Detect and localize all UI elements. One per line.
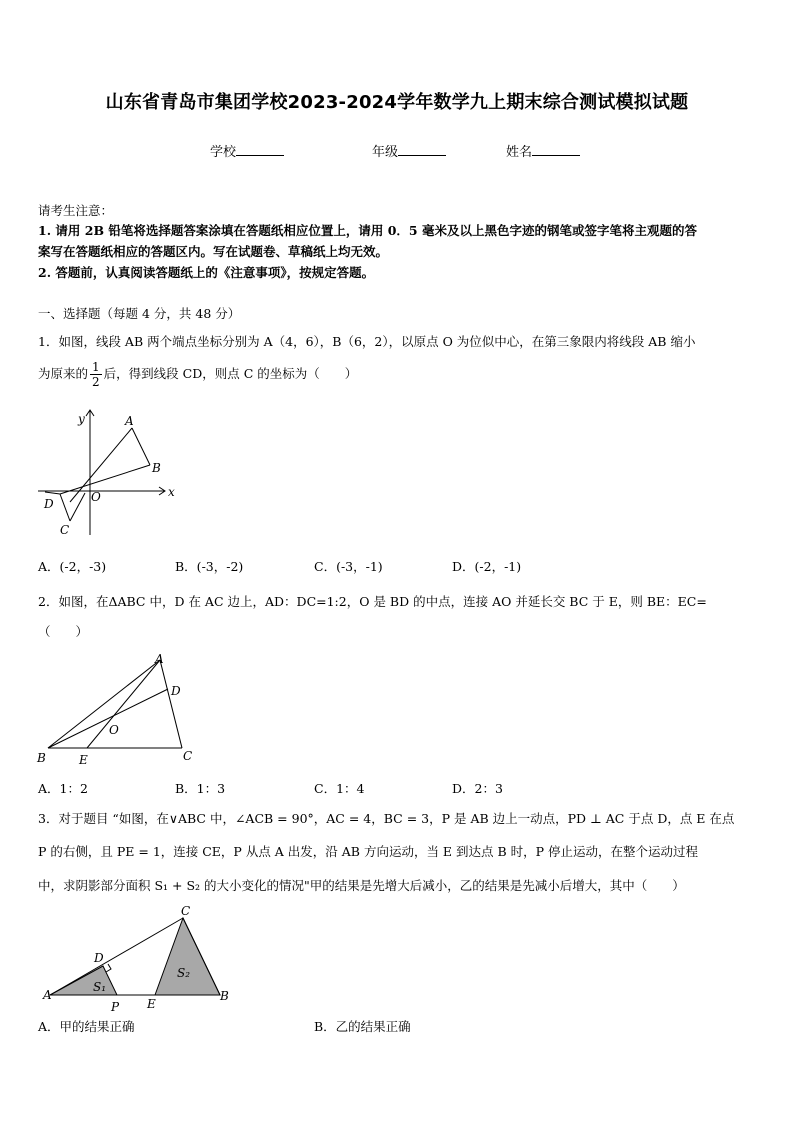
- notice-item1-line1: 1. 请用 2B 铅笔将选择题答案涂填在答题纸相应位置上，请用 0．5 毫米及以上黑色字迹的钢笔或签字笔将主观题的答: [38, 223, 697, 238]
- q2-label-B: B: [37, 751, 46, 765]
- q2-label-O: O: [109, 723, 119, 737]
- q1-option-b[interactable]: B．(-3，-2): [175, 559, 244, 574]
- q1-label-B: B: [152, 461, 161, 475]
- q3-label-D: D: [94, 951, 104, 965]
- q2-option-d[interactable]: D．2：3: [452, 781, 503, 796]
- q1-label-x: x: [168, 485, 175, 499]
- q1-option-a[interactable]: A．(-2，-3): [38, 559, 107, 574]
- q1-frac-den: 2: [92, 375, 100, 389]
- school-blank: [236, 143, 284, 156]
- q1-line2-post: 后，得到线段 CD，则点 C 的坐标为（ ）: [103, 366, 358, 381]
- q1-label-O: O: [91, 490, 101, 504]
- q3-region-S2: [155, 918, 220, 995]
- q3-region-S1: [50, 966, 117, 995]
- q3-line1: 3．对于题目 “如图，在∨ABC 中，∠ACB = 90°，AC = 4，BC = 3，P 是 AB 边上一动点，PD ⊥ AC 于点 D，点 E 在点: [38, 811, 735, 826]
- q1-segment-C-up: [70, 493, 85, 521]
- q1-line1: 1．如图，线段 AB 两个端点坐标分别为 A（4，6），B（6，2），以原点 O 为位似中心，在第三象限内将线段 AB 缩小: [38, 334, 696, 349]
- q2-segment-AE: [87, 660, 160, 748]
- school-field: [210, 141, 284, 160]
- q3-label-C: C: [181, 904, 191, 918]
- page-title: 山东省青岛市集团学校2023-2024学年数学九上期末综合测试模拟试题: [105, 92, 689, 113]
- q2-label-E: E: [79, 753, 88, 767]
- q2-option-c[interactable]: C．1：4: [314, 781, 365, 796]
- q1-line2: [38, 360, 357, 389]
- q2-side-AC: [160, 660, 182, 748]
- q3-option-b[interactable]: B．乙的结果正确: [314, 1019, 411, 1034]
- section1-heading: 一、选择题（每题 4 分，共 48 分）: [38, 306, 241, 321]
- name-field: [506, 141, 580, 160]
- q3-label-S2: S₂: [177, 966, 191, 980]
- q1-segment-AB: [132, 428, 150, 465]
- q3-right-angle-mark: [106, 964, 111, 972]
- q3-label-P: P: [111, 1000, 120, 1014]
- q2-segment-BD: [48, 689, 168, 748]
- q1-option-c[interactable]: C．(-3，-1): [314, 559, 383, 574]
- q1-label-A: A: [125, 414, 134, 428]
- q2-option-b[interactable]: B．1：3: [175, 781, 226, 796]
- grade-field: [372, 141, 446, 160]
- q1-fraction: [90, 360, 102, 389]
- q3-line3: 中，求阴影部分面积 S₁ + S₂ 的大小变化的情况"甲的结果是先增大后减小，乙的结果是先减小后增大，其中（ ）: [38, 878, 685, 893]
- q2-label-C: C: [183, 749, 193, 763]
- q2-side-AB: [48, 660, 160, 748]
- grade-label: 年级: [372, 145, 399, 160]
- notice-item2: 2. 答题前，认真阅读答题纸上的《注意事项》，按规定答题。: [38, 265, 375, 280]
- q1-segment-D-left: [45, 492, 60, 494]
- q2-label-D: D: [171, 684, 181, 698]
- name-blank: [532, 143, 580, 156]
- q1-segment-DC: [60, 494, 70, 521]
- q2-label-A: A: [155, 652, 164, 666]
- q1-option-d[interactable]: D．(-2，-1): [452, 559, 522, 574]
- q3-line2: P 的右侧，且 PE = 1，连接 CE，P 从点 A 出发，沿 AB 方向运动，当 E 到达点 B 时，P 停止运动，在整个运动过程: [38, 844, 699, 859]
- q3-figure: [30, 900, 245, 1018]
- q2-line2: （ ）: [38, 624, 89, 639]
- q3-label-S1: S₁: [93, 980, 107, 994]
- grade-blank: [398, 143, 446, 156]
- notice-heading: 请考生注意：: [38, 203, 114, 218]
- q3-label-E: E: [147, 997, 156, 1011]
- q1-label-D: D: [44, 497, 54, 511]
- q2-line1: 2．如图，在ΔABC 中，D 在 AC 边上，AD：DC=1:2，O 是 BD 的中点，连接 AO 并延长交 BC 于 E，则 BE：EC=: [38, 594, 707, 609]
- school-label: 学校: [210, 145, 237, 160]
- name-label: 姓名: [506, 145, 533, 160]
- q1-label-y: y: [78, 412, 85, 426]
- q2-option-a[interactable]: A．1：2: [38, 781, 88, 796]
- q1-label-C: C: [60, 523, 70, 537]
- q1-figure: [30, 405, 190, 540]
- notice-item1-line2: 案写在答题纸相应的答题区内。写在试题卷、草稿纸上均无效。: [38, 244, 389, 259]
- q3-label-A: A: [43, 988, 52, 1002]
- q1-line2-pre: 为原来的: [38, 366, 89, 381]
- q2-figure: [32, 650, 202, 770]
- q3-label-B: B: [220, 989, 229, 1003]
- q3-option-a[interactable]: A．甲的结果正确: [38, 1019, 135, 1034]
- q1-line-BD: [60, 465, 150, 494]
- q1-frac-num: 1: [92, 360, 100, 374]
